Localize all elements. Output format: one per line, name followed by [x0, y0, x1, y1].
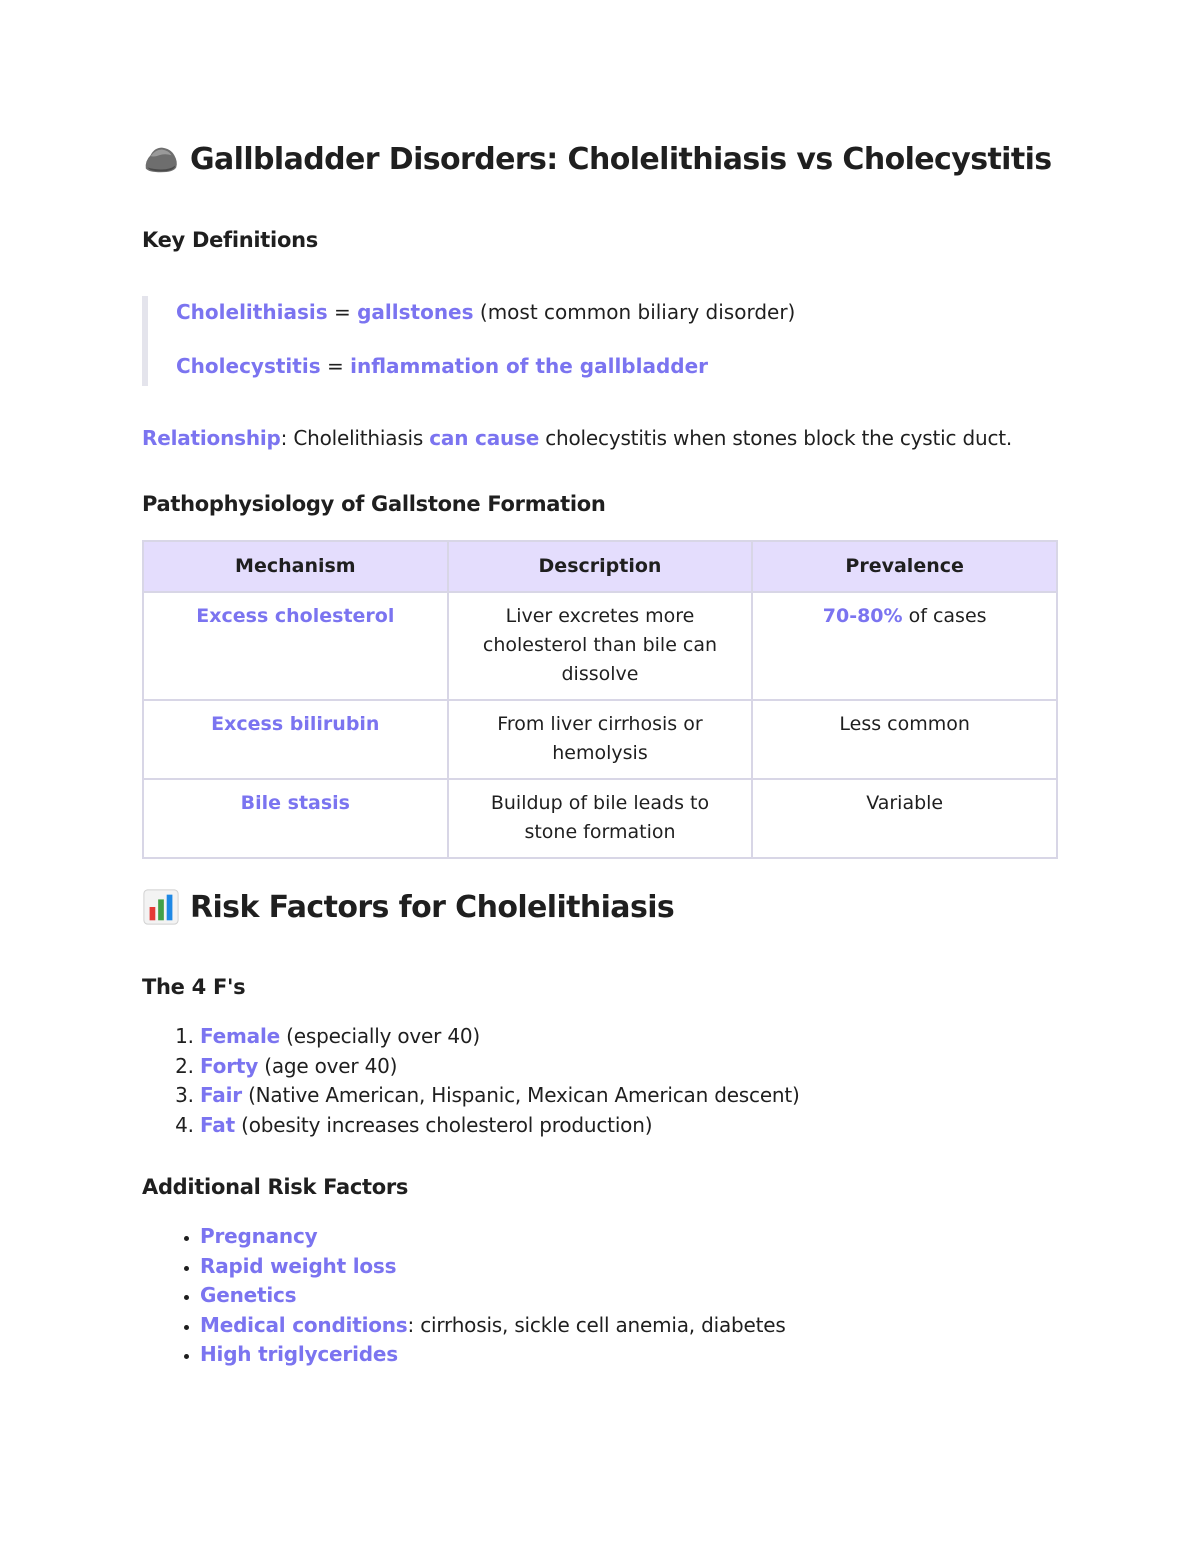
table-header-row	[143, 541, 1057, 592]
equals: =	[327, 300, 358, 324]
relationship-highlight: can cause	[429, 426, 540, 450]
list-item	[200, 1022, 800, 1052]
column-header: Prevalence	[752, 541, 1057, 592]
definition-cholecystitis	[176, 354, 708, 378]
definition-note: (most common biliary disorder)	[473, 300, 796, 324]
relationship-label: Relationship	[142, 426, 281, 450]
risk-term: Rapid weight loss	[200, 1253, 397, 1278]
risk-factors-title	[142, 888, 1102, 926]
description-cell: Buildup of bile leads to stone formation	[448, 779, 753, 858]
term: Cholelithiasis	[176, 300, 328, 324]
term: Cholecystitis	[176, 354, 321, 378]
risk-term: Fair	[200, 1083, 242, 1108]
equals: =	[320, 354, 351, 378]
mechanism-cell: Bile stasis	[143, 779, 448, 858]
prevalence-highlight: 70-80%	[822, 605, 903, 627]
column-header: Mechanism	[143, 541, 448, 592]
column-header: Description	[448, 541, 753, 592]
risk-text: (obesity increases cholesterol production)	[234, 1112, 653, 1137]
additional-risk-list	[142, 1222, 786, 1370]
list-item	[200, 1340, 786, 1370]
key-definitions-heading: Key Definitions	[142, 228, 318, 252]
list-item	[200, 1281, 786, 1311]
four-fs-list	[142, 1022, 800, 1140]
prevalence-cell	[752, 592, 1057, 700]
bar-chart-icon	[142, 888, 180, 926]
rock-icon	[142, 140, 180, 178]
additional-risk-heading: Additional Risk Factors	[142, 1175, 409, 1199]
risk-term: Female	[200, 1024, 280, 1048]
list-item	[200, 1081, 800, 1111]
relationship-paragraph	[142, 426, 1012, 450]
pathophysiology-heading: Pathophysiology of Gallstone Formation	[142, 492, 606, 516]
list-item	[200, 1111, 800, 1141]
relationship-text-1: : Cholelithiasis	[280, 426, 430, 450]
definition: gallstones	[357, 300, 474, 324]
page-title	[142, 140, 1102, 178]
risk-term: Pregnancy	[200, 1224, 318, 1248]
risk-term: Forty	[200, 1053, 259, 1078]
risk-text: (age over 40)	[258, 1053, 398, 1078]
prevalence-cell: Variable	[752, 779, 1057, 858]
prevalence-text: of cases	[902, 605, 987, 627]
description-cell: Liver excretes more cholesterol than bile can dissolve	[448, 592, 753, 700]
risk-text: (Native American, Hispanic, Mexican American descent)	[241, 1083, 800, 1108]
page-title-text: Gallbladder Disorders: Cholelithiasis vs Cholecystitis	[190, 141, 1052, 177]
relationship-text-2: cholecystitis when stones block the cystic duct.	[539, 426, 1013, 450]
description-cell: From liver cirrhosis or hemolysis	[448, 700, 753, 779]
risk-term: Fat	[200, 1112, 235, 1137]
table-row	[143, 700, 1057, 779]
definition: inflammation of the gallbladder	[350, 354, 709, 378]
risk-factors-title-text: Risk Factors for Cholelithiasis	[190, 889, 675, 925]
definitions-blockquote	[142, 296, 942, 386]
risk-text: (especially over 40)	[279, 1024, 480, 1048]
list-item	[200, 1252, 786, 1282]
pathophysiology-table	[142, 540, 1058, 859]
table-row	[143, 779, 1057, 858]
risk-term: Medical conditions	[200, 1312, 408, 1337]
mechanism-cell: Excess cholesterol	[143, 592, 448, 700]
four-fs-heading: The 4 F's	[142, 975, 246, 999]
list-item	[200, 1052, 800, 1082]
definition-cholelithiasis	[176, 300, 795, 324]
list-item	[200, 1311, 786, 1341]
risk-term: High triglycerides	[200, 1342, 398, 1367]
prevalence-cell: Less common	[752, 700, 1057, 779]
risk-term: Genetics	[200, 1283, 297, 1308]
table-row	[143, 592, 1057, 700]
mechanism-cell: Excess bilirubin	[143, 700, 448, 779]
list-item	[200, 1222, 786, 1252]
risk-text: : cirrhosis, sickle cell anemia, diabetes	[407, 1312, 786, 1337]
